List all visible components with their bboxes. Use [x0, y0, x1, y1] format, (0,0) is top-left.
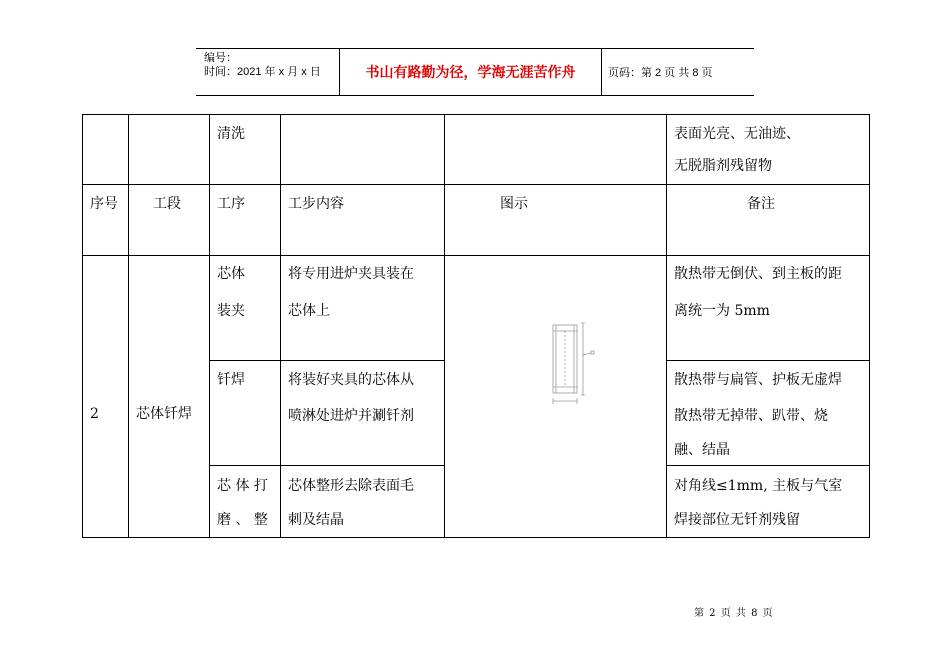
- header-meta-cell: [196, 49, 340, 95]
- group-stage: 芯体钎焊: [136, 406, 192, 422]
- row2-remark-line2: 散热带无掉带、趴带、烧: [674, 408, 828, 424]
- process-table: [82, 114, 870, 538]
- row2-remark-line3: 融、结晶: [674, 442, 730, 458]
- row3-remark-line2: 焊接部位无钎剂残留: [674, 512, 800, 528]
- col-divider: [280, 115, 281, 538]
- top-row-remark-line1: 表面光亮、无油迹、: [674, 126, 800, 142]
- row3-process-line1: 芯 体 打: [217, 478, 268, 494]
- col-divider: [128, 115, 129, 538]
- top-row-step: 清洗: [217, 126, 245, 142]
- number-label: 编号：: [204, 52, 237, 64]
- row3-remark-line1: 对角线≤1mm, 主板与气室: [674, 478, 843, 494]
- group-seq: 2: [90, 406, 99, 422]
- column-header-figure: 图示: [500, 196, 528, 212]
- row3-content-line2: 刺及结晶: [288, 512, 344, 528]
- row1-content-line2: 芯体上: [288, 303, 330, 319]
- col-divider: [209, 115, 210, 538]
- row1-process-line2: 装夹: [217, 303, 245, 319]
- page-label: 页码：第 2 页 共 8 页: [608, 67, 713, 79]
- column-header-content: 工步内容: [288, 196, 344, 212]
- row1-process-line1: 芯体: [217, 266, 245, 282]
- column-header-stage: 工段: [153, 196, 181, 212]
- row2-content-line1: 将装好夹具的芯体从: [288, 372, 414, 388]
- top-row-remark-line2: 无脱脂剂残留物: [674, 158, 772, 174]
- row2-content-line2: 喷淋处进炉并涮钎剂: [288, 408, 414, 424]
- row1-remark-line2: 离统一为 5mm: [674, 303, 770, 319]
- row2-process-line1: 钎焊: [217, 372, 245, 388]
- row-divider: [209, 465, 445, 466]
- motto: 书山有路勤为径，学海无涯苦作舟: [340, 49, 602, 95]
- row3-process-line2: 磨 、 整: [217, 512, 268, 528]
- row1-remark-line1: 散热带无倒伏、到主板的距: [674, 266, 842, 282]
- time-label: 时间：2021 年 x 月 x 日: [204, 66, 321, 78]
- col-divider: [666, 115, 667, 538]
- document-header: [196, 48, 754, 96]
- column-header-seq: 序号: [90, 196, 118, 212]
- col-divider: [444, 115, 445, 538]
- core-fixture-drawing: [545, 321, 599, 407]
- page-footer: 第 2 页 共 8 页: [694, 608, 774, 619]
- column-header-remark: 备注: [747, 196, 775, 212]
- row3-content-line1: 芯体整形去除表面毛: [288, 478, 414, 494]
- column-header-process: 工序: [217, 196, 245, 212]
- row2-remark-line1: 散热带与扁管、护板无虚焊: [674, 372, 842, 388]
- row1-content-line1: 将专用进炉夹具装在: [288, 266, 414, 282]
